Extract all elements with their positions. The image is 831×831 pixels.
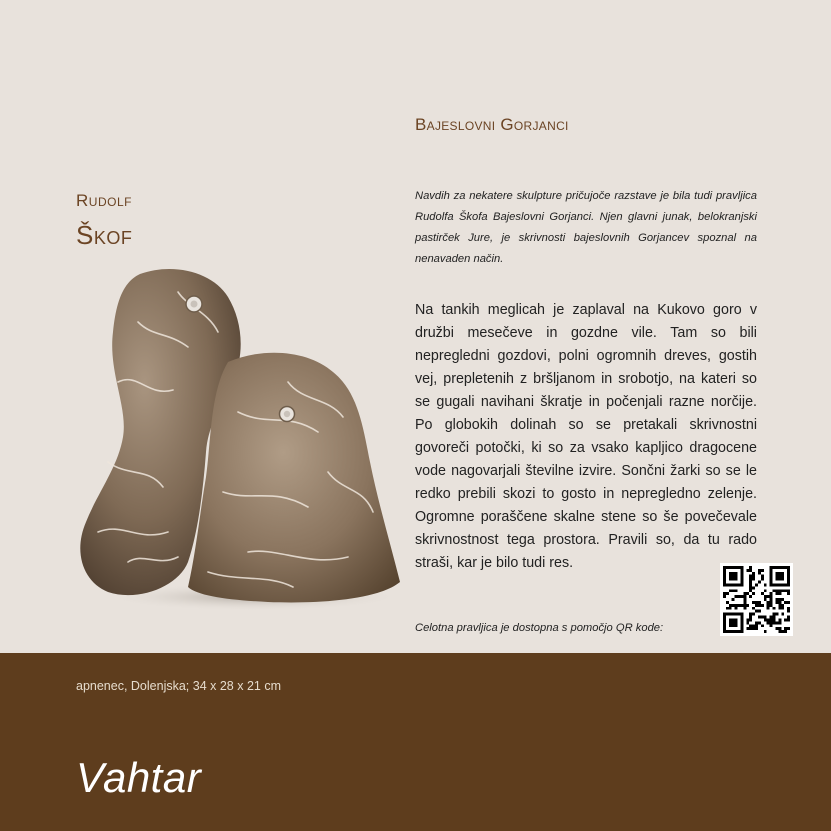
artwork-material: apnenec, Dolenjska; 34 x 28 x 21 cm (76, 679, 281, 693)
qr-code[interactable] (720, 563, 793, 636)
sculpture-image (78, 262, 404, 610)
story-section-title: Bajeslovni Gorjanci (415, 115, 569, 134)
qr-caption: Celotna pravljica je dostopna s pomočjo QR kode: (415, 622, 664, 634)
story-body: Na tankih meglicah je zaplaval na Kukovo goro v družbi mesečeve in gozdne vile. Tam so bili nepregledni gozdovi, polni ogromnih dreves, gostih vej, prepletenih z bršljanom in srobotjo, na kateri so se gugali navihani škratje in počenjali razne norčije. Po globokih dolinah so se pretakali skrivnostni govoreči potočki, ki so za vsako kapljico dragocene vode nagovarjali številne izvire. Sončni žarki so se le redko prebili skozi to gosto in nepregledno zelenje. Ogromne poraščene skalne stene so še povečevale skrivnostnost tega prostora. Pravili so, da tu rado straši, kar je bilo tudi res. (415, 302, 757, 571)
author-first-name: Rudolf (76, 191, 132, 210)
story-intro: Navdih za nekatere skulpture pričujoče razstave je bila tudi pravljica Rudolfa Škofa Bajeslovni Gorjanci. Njen glavni junak, belokranjski pastirček Jure, je skrivnosti bajeslovnih Gorjancev spoznal na nenavaden način. (415, 190, 757, 265)
artwork-title: Vahtar (76, 754, 202, 801)
author-last-name: Škof (76, 220, 133, 250)
